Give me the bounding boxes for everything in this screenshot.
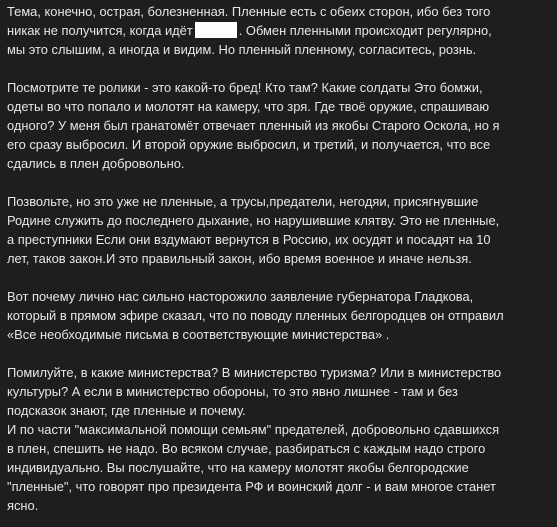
text-line: который в прямом эфире сказал, что по поводу пленных белгородцев он отправил bbox=[7, 308, 504, 323]
paragraph-1 bbox=[7, 2, 551, 59]
text-line bbox=[7, 21, 551, 40]
paragraph-5 bbox=[7, 363, 551, 515]
text-line: индивидуально. Вы послушайте, что на камеру молотят якобы белгородские bbox=[7, 460, 469, 475]
text-line: сдались в плен добровольно. bbox=[7, 156, 185, 171]
paragraph-4 bbox=[7, 287, 551, 344]
text-line: подсказок знают, где пленные и почему. bbox=[7, 403, 246, 418]
text-line: И по части "максимальной помощи семьям" предателей, добровольно сдавшихся bbox=[7, 422, 500, 437]
text-line: "пленные", что говорят про президента РФ и воинский долг - и вам многое станет bbox=[7, 479, 496, 494]
text-line: ясно. bbox=[7, 498, 39, 513]
text-line: Вот почему лично нас сильно насторожило заявление губернатора Гладкова, bbox=[7, 289, 474, 304]
paragraph-2 bbox=[7, 78, 551, 173]
text-line: одного? У меня был гранатомёт отвечает пленный из якобы Старого Оскола, но я bbox=[7, 118, 500, 133]
text-line: одеты во что попало и молотят на камеру, что зря. Где твоё оружие, спрашиваю bbox=[7, 99, 490, 114]
text-line: «Все необходимые письма в соответствующие министерства» . bbox=[7, 327, 390, 342]
text-line: Тема, конечно, острая, болезненная. Пленные есть с обеих сторон, ибо без того bbox=[7, 4, 491, 19]
text-line: Родине служить до последнего дыхание, но нарушившие клятву. Это не пленные, bbox=[7, 213, 500, 228]
text-line: культуры? А если в министерство обороны, то это явно лишнее - там и без bbox=[7, 384, 458, 399]
text-fragment: . Обмен пленными происходит регулярно, bbox=[238, 23, 492, 38]
text-fragment: никак не получится, когда идёт bbox=[7, 23, 193, 38]
text-line: а преступники Если они вздумают вернутся в Россию, их осудят и посадят на 10 bbox=[7, 232, 491, 247]
text-line: лет, таков закон.И это правильный закон, ибо время военное и иначе нельзя. bbox=[7, 251, 472, 266]
paragraph-3 bbox=[7, 192, 551, 268]
text-line: Посмотрите те ролики - это какой-то бред! Кто там? Какие солдаты Это бомжи, bbox=[7, 80, 483, 95]
text-line: Помилуйте, в какие министерства? В министерство туризма? Или в министерство bbox=[7, 365, 502, 380]
text-line: Позвольте, но это уже не пленные, а трусы,предатели, негодяи, присягнувшие bbox=[7, 194, 479, 209]
text-line: его сразу выбросил. И второй оружие выбросил, и третий, и получается, что все bbox=[7, 137, 491, 152]
text-line: мы это слышим, а иногда и видим. Но пленный пленному, согласитесь, рознь. bbox=[7, 42, 477, 57]
text-line: в плен, спешить не надо. Во всяком случае, разбираться с каждым надо строго bbox=[7, 441, 486, 456]
redaction-box bbox=[195, 22, 237, 38]
